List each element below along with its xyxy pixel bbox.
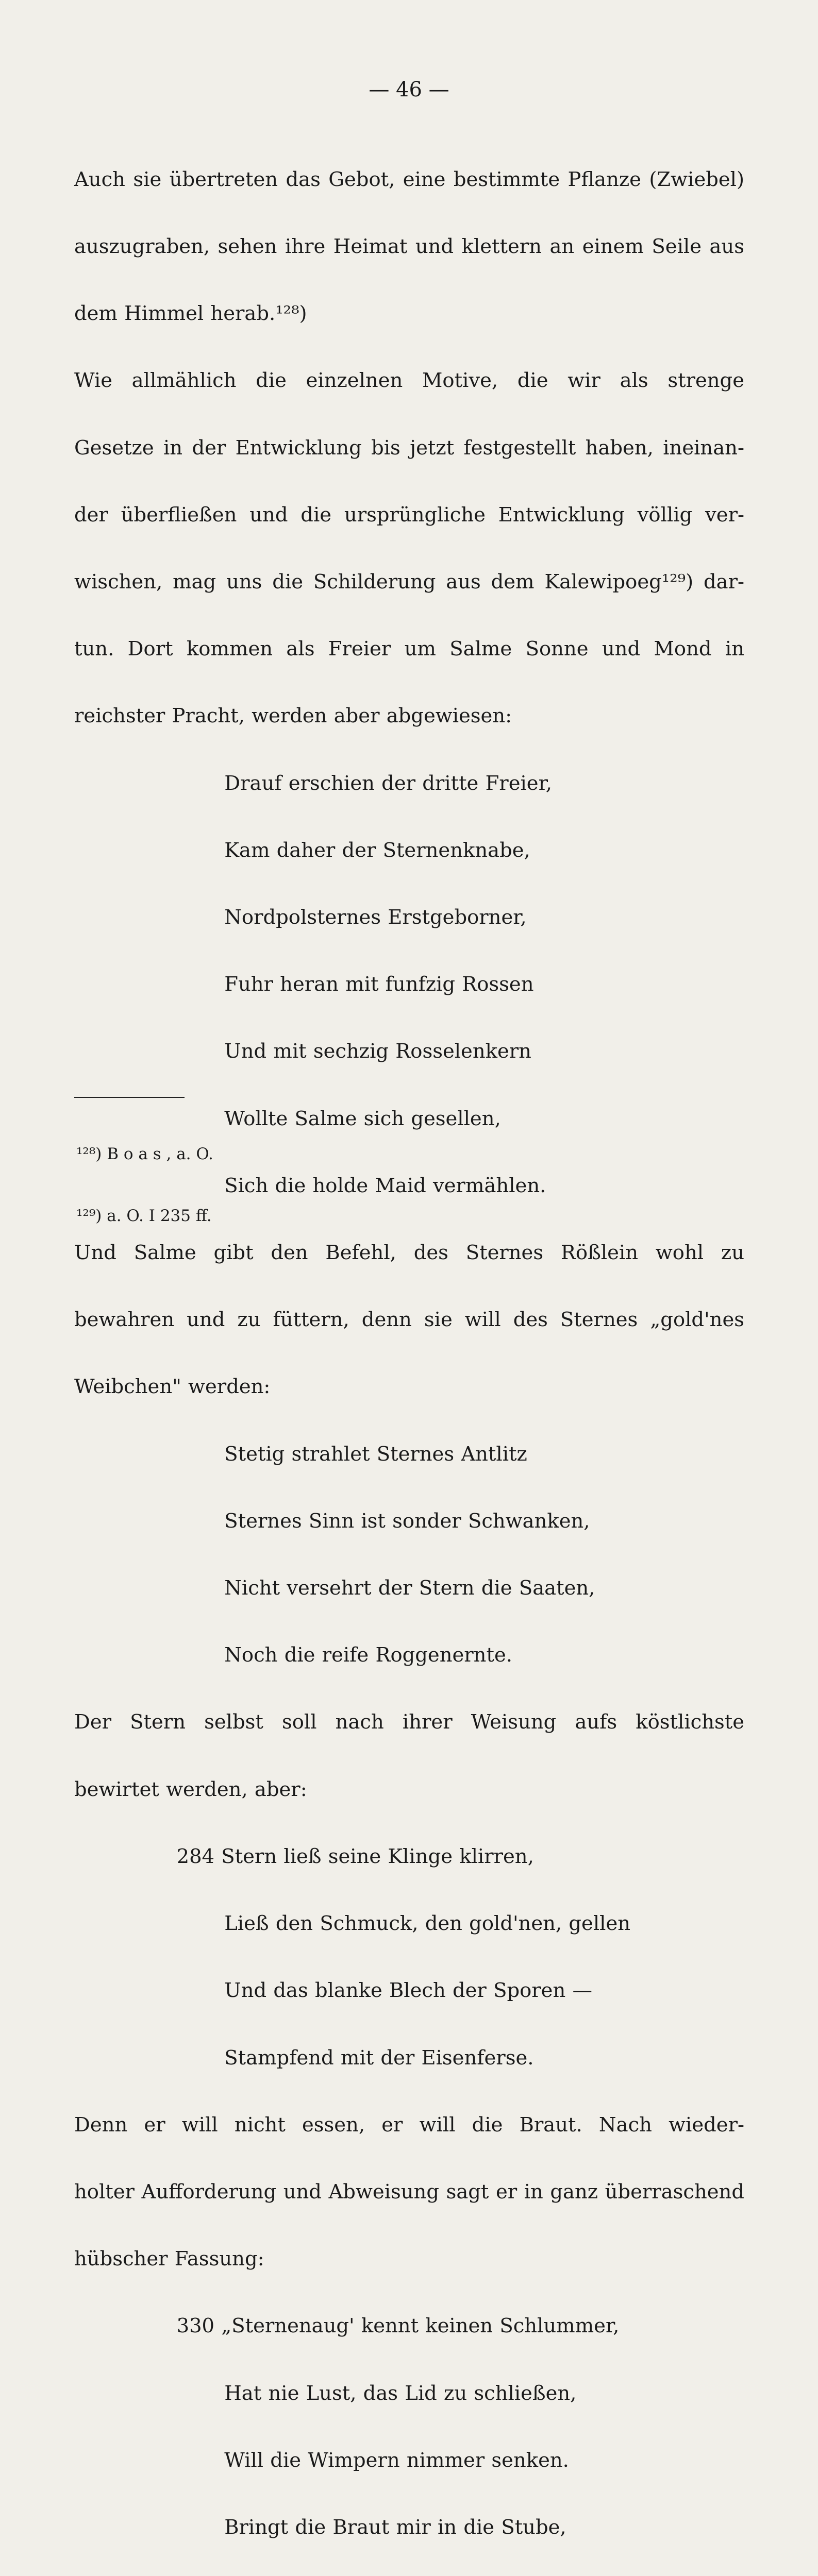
text-line: hübscher Fassung: [74,2247,264,2271]
verse-line: Fuhr heran mit funfzig Rossen [74,973,534,996]
text-line: Wie allmählich die einzelnen Motive, die wir als strenge [74,369,744,393]
page-number: — 46 — [369,78,449,101]
text-line: wischen, mag uns die Schilderung aus dem Kalewipoeg¹²⁹) dar- [74,570,744,594]
text-line: auszugraben, sehen ihre Heimat und klettern an einem Seile aus [74,235,744,259]
text-line: bewirtet werden, aber: [74,1777,307,1801]
text-line: Der Stern selbst soll nach ihrer Weisung aufs köstlichste [74,1710,744,1734]
text-line: tun. Dort kommen als Freier um Salme Sonne und Mond in [74,637,744,661]
verse-line: Stampfend mit der Eisenferse. [74,2046,534,2070]
text-line: Auch sie übertreten das Gebot, eine bestimmte Pflanze (Zwiebel) [74,167,744,191]
verse-line: 330 „Sternenaug' kennt keinen Schlummer, [74,2314,620,2338]
footnote-128: ¹²⁸) B o a s , a. O. [76,1145,213,1163]
verse-line: 284 Stern ließ seine Klinge klirren, [74,1844,534,1868]
text-line: reichster Pracht, werden aber abgewiesen: [74,704,512,728]
text-line: Denn er will nicht essen, er will die Braut. Nach wieder- [74,2113,744,2137]
verse-line: Und das blanke Blech der Sporen — [74,1979,592,2003]
text-line: dem Himmel herab.¹²⁸) [74,302,307,326]
verse-line: Nordpolsternes Erstgeborner, [74,906,527,929]
text-line: bewahren und zu füttern, denn sie will des Sternes „gold'nes [74,1308,744,1332]
text-line: Weibchen" werden: [74,1375,271,1399]
verse-line: Drauf erschien der dritte Freier, [74,771,552,795]
verse-line: Sternes Sinn ist sonder Schwanken, [74,1509,590,1533]
verse-line: Noch die reife Roggenernte. [74,1643,512,1667]
body-text [74,124,744,2576]
footnote-129: ¹²⁹) a. O. I 235 ff. [76,1207,212,1225]
verse-line: Ließ den Schmuck, den gold'nen, gellen [74,1912,631,1936]
verse-line: Hat nie Lust, das Lid zu schließen, [74,2381,577,2405]
text-line: Und Salme gibt den Befehl, des Sternes Rößlein wohl zu [74,1241,744,1265]
verse-line: Will die Wimpern nimmer senken. [74,2448,569,2472]
verse-line: Stetig strahlet Sternes Antlitz [74,1442,527,1466]
verse-line: Nicht versehrt der Stern die Saaten, [74,1577,595,1600]
text-line: Gesetze in der Entwicklung bis jetzt festgestellt haben, ineinan- [74,436,744,460]
footnotes [76,1103,213,1267]
footnote-divider [74,1097,185,1098]
text-line: holter Aufforderung und Abweisung sagt er in ganz überraschend [74,2180,744,2204]
verse-line: Kam daher der Sternenknabe, [74,838,530,862]
text-line: der überfließen und die ursprüngliche Entwicklung völlig ver- [74,503,744,527]
verse-line: Bringt die Braut mir in die Stube, [74,2515,566,2539]
verse-line: Sich die holde Maid vermählen. [74,1174,546,1197]
verse-line: Wollte Salme sich gesellen, [74,1107,501,1130]
verse-line: Und mit sechzig Rosselenkern [74,1040,531,1063]
